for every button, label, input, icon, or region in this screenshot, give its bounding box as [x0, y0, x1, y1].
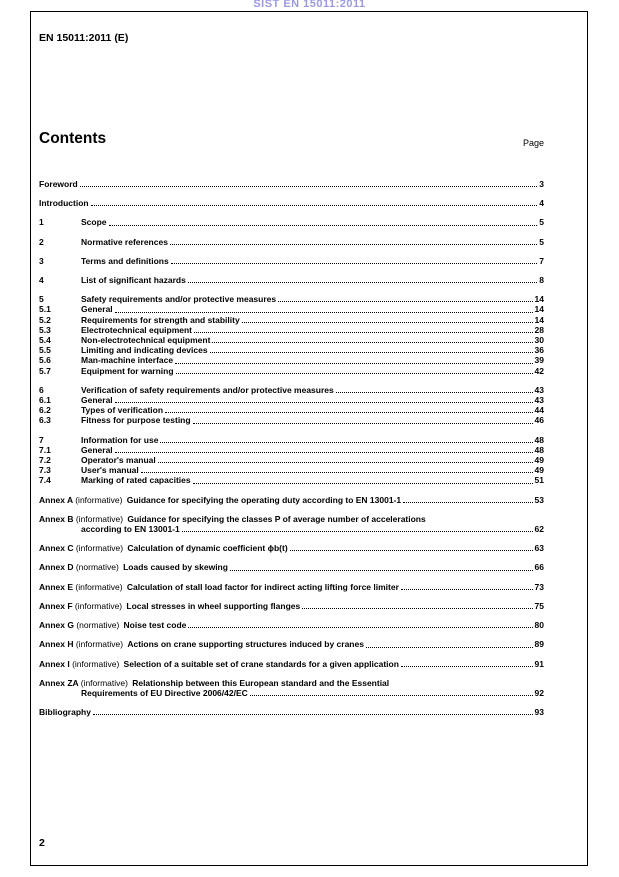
- toc-entry-line: [39, 639, 544, 649]
- toc-list: [39, 170, 544, 717]
- toc-entry-title: Limiting and indicating devices: [81, 345, 208, 356]
- toc-dot-leader: [80, 186, 538, 187]
- toc-dot-leader: [210, 352, 533, 353]
- toc-entry-line: [39, 659, 544, 669]
- toc-entry-line: [39, 620, 544, 630]
- toc-dot-leader: [170, 244, 537, 245]
- toc-entry-title: Requirements for strength and stability: [81, 314, 240, 325]
- toc-dot-leader: [141, 472, 533, 473]
- toc-entry-title: User's manual: [81, 465, 139, 476]
- toc-entry-line: [39, 275, 544, 285]
- toc-entry-page: 28: [534, 324, 544, 335]
- toc-dot-leader: [109, 225, 538, 226]
- toc-entry-line: [39, 294, 544, 304]
- toc-entry-line: [39, 495, 544, 505]
- toc-entry-title: Marking of rated capacities: [81, 475, 191, 486]
- annex-label: Annex G: [39, 620, 77, 631]
- toc-entry-page: 92: [534, 687, 544, 698]
- annex-type-label: (normative): [75, 562, 124, 573]
- toc-row: [39, 275, 544, 285]
- annex-label: Annex F: [39, 600, 75, 611]
- toc-entry-page: 49: [534, 465, 544, 476]
- toc-entry-page: 8: [539, 275, 544, 286]
- toc-row: [39, 495, 544, 505]
- annex-title: Guidance for specifying the classes P of average number of accelerations: [127, 513, 426, 524]
- toc-dot-leader: [193, 483, 533, 484]
- annex-type-label: (informative): [74, 600, 127, 611]
- toc-row: [39, 256, 544, 266]
- toc-dot-leader: [194, 332, 533, 333]
- toc-entry-title: [39, 639, 364, 649]
- toc-entry-number: 5: [39, 294, 44, 305]
- toc-entry-line-continuation: [39, 524, 544, 534]
- toc-entry-line-continuation: [39, 688, 544, 698]
- toc-entry-line: [39, 237, 544, 247]
- toc-dot-leader: [91, 205, 538, 206]
- toc-entry-title: [39, 678, 389, 688]
- toc-dot-leader: [176, 373, 533, 374]
- toc-entry-page: 48: [534, 434, 544, 445]
- toc-entry-number: 5.3: [39, 324, 51, 335]
- toc-dot-leader: [193, 423, 533, 424]
- annex-title: Actions on crane supporting structures induced by cranes: [127, 639, 364, 650]
- toc-entry-title: [39, 620, 186, 630]
- toc-entry-line: [39, 405, 544, 415]
- annex-label: Annex C: [39, 543, 76, 554]
- annex-title: Calculation of stall load factor for indirect acting lifting force limiter: [126, 581, 399, 592]
- page-frame: [30, 11, 588, 866]
- toc-entry-title: [39, 601, 300, 611]
- toc-entry-page: 51: [534, 475, 544, 486]
- toc-entry-title: Types of verification: [81, 405, 164, 416]
- toc-entry-number: 5.4: [39, 335, 51, 346]
- toc-entry-number: 4: [39, 275, 44, 286]
- toc-entry-number: 5.6: [39, 355, 51, 366]
- toc-entry-page: 3: [539, 179, 544, 189]
- toc-entry-line: [39, 395, 544, 405]
- toc-row: [39, 315, 544, 325]
- toc-row: [39, 304, 544, 314]
- toc-entry-title: Safety requirements and/or protective measures: [81, 294, 277, 305]
- annex-type-label: (informative): [72, 658, 124, 669]
- toc-dot-leader: [250, 695, 533, 696]
- toc-row: [39, 345, 544, 355]
- toc-entry-line: [39, 455, 544, 465]
- toc-entry-page: 43: [534, 395, 544, 406]
- toc-entry-line: [39, 475, 544, 485]
- toc-entry-title: Fitness for purpose testing: [81, 415, 191, 426]
- toc-entry-line: [39, 256, 544, 266]
- toc-entry-title: Man-machine interface: [81, 355, 174, 366]
- toc-entry-number: 5.7: [39, 365, 51, 376]
- toc-entry-title: [39, 659, 399, 669]
- annex-label: Annex ZA: [39, 677, 81, 688]
- toc-row: [39, 179, 544, 189]
- toc-entry-line: [39, 179, 544, 189]
- toc-entry-line: [39, 465, 544, 475]
- toc-entry-line: [39, 315, 544, 325]
- toc-entry-title: General: [81, 444, 113, 455]
- toc-entry-title: Introduction: [39, 198, 89, 209]
- toc-entry-line: [39, 445, 544, 455]
- toc-entry-page: 4: [539, 198, 544, 209]
- toc-entry-title: Terms and definitions: [81, 255, 169, 266]
- toc-row: [39, 325, 544, 335]
- toc-entry-title: List of significant hazards: [81, 275, 186, 286]
- toc-entry-line: [39, 435, 544, 445]
- watermark-sist: SIST EN 15011:2011: [253, 0, 366, 10]
- annex-label: Annex I: [39, 658, 73, 669]
- toc-dot-leader: [401, 589, 533, 590]
- toc-row: [39, 475, 544, 485]
- toc-row: [39, 355, 544, 365]
- toc-row: [39, 455, 544, 465]
- toc-entry-page: 36: [534, 345, 544, 356]
- annex-title: Local stresses in wheel supporting flanges: [126, 600, 301, 611]
- toc-entry-title: General: [81, 304, 113, 315]
- toc-entry-title-continued: according to EN 13001-1: [81, 524, 180, 535]
- toc-entry-title: Information for use: [81, 434, 159, 445]
- toc-entry-line: [39, 514, 544, 524]
- toc-row: [39, 620, 544, 630]
- toc-entry-title: [39, 543, 288, 553]
- document-reference: EN 15011:2011 (E): [39, 32, 129, 44]
- toc-row: [39, 639, 544, 649]
- annex-type-label: (informative): [75, 581, 127, 592]
- toc-entry-number: 7.2: [39, 455, 51, 466]
- toc-entry-number: 6: [39, 384, 44, 395]
- toc-entry-page: 89: [534, 639, 544, 650]
- toc-entry-page: 93: [534, 707, 544, 718]
- toc-entry-page: 66: [534, 562, 544, 573]
- toc-entry-line: [39, 415, 544, 425]
- toc-dot-leader: [278, 301, 532, 302]
- toc-entry-title: [39, 514, 426, 524]
- toc-entry-number: 5.2: [39, 314, 51, 325]
- toc-dot-leader: [160, 442, 532, 443]
- toc-entry-title: Operator's manual: [81, 455, 156, 466]
- toc-entry-number: 7.1: [39, 444, 51, 455]
- toc-dot-leader: [115, 312, 533, 313]
- toc-dot-leader: [242, 322, 533, 323]
- toc-dot-leader: [115, 452, 533, 453]
- toc-entry-line: [39, 198, 544, 208]
- toc-entry-title: General: [81, 395, 113, 406]
- annex-type-label: (informative): [75, 513, 128, 524]
- toc-entry-number: 2: [39, 236, 44, 247]
- toc-row: [39, 445, 544, 455]
- annex-title: Selection of a suitable set of crane standards for a given application: [123, 658, 399, 669]
- annex-type-label: (informative): [75, 494, 127, 505]
- toc-row: [39, 435, 544, 445]
- annex-type-label: (informative): [75, 543, 128, 554]
- annex-title: Guidance for specifying the operating duty according to EN 13001-1: [126, 494, 402, 505]
- annex-title: Calculation of dynamic coefficient ϕb(t): [127, 543, 288, 554]
- toc-entry-number: 1: [39, 217, 44, 228]
- toc-entry-page: 42: [534, 365, 544, 376]
- contents-title: Contents: [39, 130, 107, 147]
- toc-dot-leader: [171, 263, 538, 264]
- toc-dot-leader: [403, 502, 532, 503]
- toc-entry-title: Electrotechnical equipment: [81, 324, 192, 335]
- toc-row: [39, 294, 544, 304]
- toc-entry-title: Non-electrotechnical equipment: [81, 335, 211, 346]
- annex-label: Annex A: [39, 494, 76, 505]
- toc-entry-page: 62: [534, 524, 544, 535]
- toc-entry-page: 14: [534, 314, 544, 325]
- toc-entry-title: [39, 495, 401, 505]
- toc-dot-leader: [175, 363, 532, 364]
- toc-dot-leader: [290, 550, 533, 551]
- toc-dot-leader: [366, 647, 533, 648]
- toc-entry-number: 7.4: [39, 475, 51, 486]
- toc-row: [39, 385, 544, 395]
- toc-row: [39, 601, 544, 611]
- toc-row: [39, 543, 544, 553]
- toc-entry-line: [39, 707, 544, 717]
- toc-entry-page: 43: [534, 384, 544, 395]
- toc-entry-title: Foreword: [39, 179, 78, 189]
- toc-entry-title: Scope: [81, 217, 107, 228]
- toc-entry-line: [39, 385, 544, 395]
- toc-entry-line: [39, 335, 544, 345]
- toc-entry-line: [39, 345, 544, 355]
- toc-entry-page: 53: [534, 494, 544, 505]
- toc-entry-title: Equipment for warning: [81, 365, 174, 376]
- toc-entry-line: [39, 325, 544, 335]
- annex-title: Loads caused by skewing: [123, 562, 228, 573]
- toc-row: [39, 678, 544, 698]
- toc-entry-line: [39, 217, 544, 227]
- toc-entry-page: 39: [534, 355, 544, 366]
- toc-dot-leader: [230, 570, 533, 571]
- toc-entry-page: 80: [534, 620, 544, 631]
- page-column-label: Page: [522, 138, 544, 148]
- toc-entry-line: [39, 601, 544, 611]
- toc-dot-leader: [93, 714, 533, 715]
- toc-row: [39, 198, 544, 208]
- toc-entry-page: 14: [534, 294, 544, 305]
- toc-entry-number: 7.3: [39, 465, 51, 476]
- toc-dot-leader: [182, 531, 533, 532]
- toc-entry-number: 7: [39, 434, 44, 445]
- toc-entry-number: 6.2: [39, 405, 51, 416]
- toc-entry-page: 91: [534, 658, 544, 669]
- toc-row: [39, 405, 544, 415]
- toc-entry-title: [39, 562, 228, 572]
- toc-entry-title: Normative references: [81, 236, 168, 247]
- toc-entry-page: 73: [534, 581, 544, 592]
- toc-entry-page: 30: [534, 335, 544, 346]
- toc-dot-leader: [165, 412, 533, 413]
- annex-title: Noise test code: [123, 620, 187, 631]
- toc-dot-leader: [188, 282, 537, 283]
- toc-row: [39, 562, 544, 572]
- toc-row: [39, 366, 544, 376]
- toc-entry-line: [39, 678, 544, 688]
- toc-dot-leader: [212, 342, 532, 343]
- toc-dot-leader: [401, 666, 533, 667]
- toc-entry-number: 5.5: [39, 345, 51, 356]
- annex-title: Relationship between this European standard and the Essential: [132, 677, 390, 688]
- toc-entry-page: 5: [539, 236, 544, 247]
- toc-row: [39, 707, 544, 717]
- toc-entry-page: 49: [534, 455, 544, 466]
- toc-entry-page: 63: [534, 543, 544, 554]
- toc-row: [39, 582, 544, 592]
- toc-entry-number: 6.1: [39, 395, 51, 406]
- toc-entry-line: [39, 366, 544, 376]
- toc-entry-page: 75: [534, 600, 544, 611]
- annex-type-label: (informative): [80, 677, 133, 688]
- toc-row: [39, 217, 544, 227]
- toc-entry-line: [39, 562, 544, 572]
- toc-dot-leader: [188, 627, 532, 628]
- annex-label: Annex B: [39, 513, 76, 524]
- annex-label: Annex E: [39, 581, 76, 592]
- annex-label: Annex D: [39, 562, 76, 573]
- toc-entry-number: 3: [39, 255, 44, 266]
- toc-entry-title: Bibliography: [39, 707, 91, 718]
- toc-row: [39, 659, 544, 669]
- toc-entry-page: 44: [534, 405, 544, 416]
- toc-entry-line: [39, 304, 544, 314]
- toc-entry-page: 14: [534, 304, 544, 315]
- toc-entry-line: [39, 582, 544, 592]
- toc-row: [39, 335, 544, 345]
- toc-dot-leader: [302, 608, 532, 609]
- toc-row: [39, 465, 544, 475]
- toc-row: [39, 415, 544, 425]
- toc-entry-number: 6.3: [39, 415, 51, 426]
- toc-row: [39, 514, 544, 534]
- annex-type-label: (normative): [76, 620, 124, 631]
- toc-entry-line: [39, 355, 544, 365]
- contents-header: [39, 130, 544, 148]
- annex-label: Annex H: [39, 639, 76, 650]
- toc-entry-page: 7: [539, 255, 544, 266]
- toc-dot-leader: [336, 392, 533, 393]
- toc-entry-line: [39, 543, 544, 553]
- toc-row: [39, 395, 544, 405]
- toc-row: [39, 237, 544, 247]
- toc-entry-title: Verification of safety requirements and/or protective measures: [81, 384, 334, 395]
- toc-entry-title-continued: Requirements of EU Directive 2006/42/EC: [81, 687, 248, 698]
- toc-dot-leader: [115, 402, 533, 403]
- toc-entry-number: 5.1: [39, 304, 51, 315]
- footer-page-number: 2: [39, 837, 45, 849]
- annex-type-label: (informative): [75, 639, 128, 650]
- toc-dot-leader: [158, 462, 533, 463]
- toc-entry-page: 46: [534, 415, 544, 426]
- toc-entry-page: 5: [539, 217, 544, 228]
- toc-entry-title: [39, 582, 399, 592]
- toc-entry-page: 48: [534, 444, 544, 455]
